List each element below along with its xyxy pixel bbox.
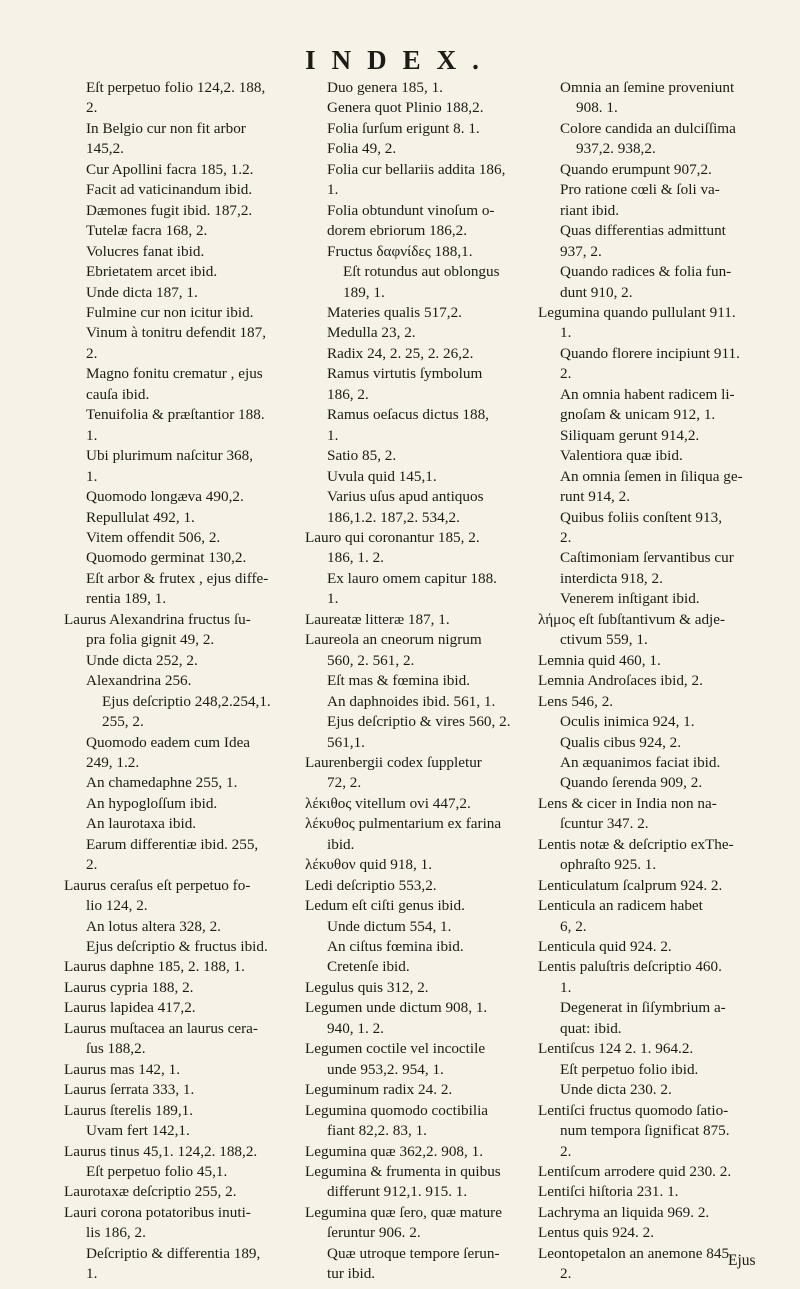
- index-entry: λήμος eſt ſubſtantivum & adje-: [538, 610, 726, 628]
- index-entry: Lentiſci hiſtoria 231. 1.: [538, 1183, 679, 1201]
- index-entry: Quando ſerenda 909, 2.: [560, 774, 703, 792]
- index-entry: Legumina quæ ſero, quæ mature: [305, 1203, 502, 1221]
- index-entry: Facit ad vaticinandum ibid.: [86, 181, 253, 199]
- index-entry: An omnia ſemen in ſiliqua ge-: [560, 467, 743, 485]
- index-entry: Folia 49, 2.: [327, 140, 397, 158]
- index-entry: Satio 85, 2.: [327, 447, 397, 465]
- index-entry: Ramus oeſacus dictus 188,: [327, 406, 489, 424]
- index-entry: cauſa ibid.: [86, 385, 150, 403]
- index-entry: Tutelæ facra 168, 2.: [86, 222, 208, 240]
- index-entry: 561,1.: [327, 733, 365, 751]
- index-entry: ſcuntur 347. 2.: [560, 815, 649, 833]
- index-entry: Fulmine cur non icitur ibid.: [86, 303, 254, 321]
- index-entry: lis 186, 2.: [86, 1224, 146, 1242]
- index-entry: Unde dicta 252, 2.: [86, 651, 198, 669]
- index-entry: 145,2.: [86, 140, 124, 158]
- index-entry: An ciſtus fœmina ibid.: [327, 938, 464, 956]
- index-entry: An daphnoides ibid. 561, 1.: [327, 692, 496, 710]
- index-entry: pra folia gignit 49, 2.: [86, 631, 215, 649]
- index-entry: 6, 2.: [560, 917, 587, 935]
- index-entry: 1.: [86, 426, 98, 444]
- index-column-1: [64, 78, 304, 1285]
- index-entry: 249, 1.2.: [86, 753, 140, 771]
- index-entry: Laurotaxæ deſcriptio 255, 2.: [64, 1183, 237, 1201]
- index-entry: interdicta 918, 2.: [560, 569, 663, 587]
- index-entry: Folia ſurſum erigunt 8. 1.: [327, 119, 480, 137]
- index-entry: Lentiſcus 124 2. 1. 964.2.: [538, 1040, 694, 1058]
- index-entry: Eſt perpetuo folio 124,2. 188,: [86, 79, 266, 96]
- index-entry: 2.: [560, 365, 572, 383]
- index-entry: Legumina quando pullulant 911.: [538, 303, 736, 321]
- index-entry: Ubi plurimum naſcitur 368,: [86, 447, 254, 465]
- index-entry: Vinum à tonitru defendit 187,: [86, 324, 267, 342]
- index-entry: Folia cur bellariis addita 186,: [327, 160, 506, 178]
- index-entry: 1.: [86, 467, 98, 485]
- index-entry: Ejus deſcriptio 248,2.254,1.: [102, 692, 271, 710]
- index-entry: Legumen unde dictum 908, 1.: [305, 999, 488, 1017]
- index-entry: Quando erumpunt 907,2.: [560, 160, 712, 178]
- index-entry: Degenerat in ſiſymbrium a-: [560, 999, 726, 1017]
- index-entry: Eſt mas & fœmina ibid.: [327, 672, 470, 690]
- index-entry: Laureatæ litteræ 187, 1.: [305, 610, 450, 628]
- index-entry: Earum differentiæ ibid. 255,: [86, 835, 259, 853]
- index-entry: Lens 546, 2.: [538, 692, 614, 710]
- index-entry: 2.: [86, 99, 98, 117]
- index-entry: Omnia an ſemine proveniunt: [560, 79, 735, 96]
- index-entry: Valentiora quæ ibid.: [560, 447, 683, 465]
- index-entry: λέκιθος vitellum ovi 447,2.: [305, 794, 471, 812]
- index-entry: Qualis cibus 924, 2.: [560, 733, 682, 751]
- index-entry: 940, 1. 2.: [327, 1019, 384, 1037]
- index-column-3: [538, 78, 768, 1285]
- index-entry: Unde dictum 554, 1.: [327, 917, 452, 935]
- index-entry: Eſt perpetuo folio ibid.: [560, 1060, 699, 1078]
- index-entry: Lemnia Androſaces ibid, 2.: [538, 672, 703, 690]
- index-entry: dorem ebriorum 186,2.: [327, 222, 468, 240]
- index-entry: Legumina & frumenta in quibus: [305, 1163, 501, 1181]
- index-entry: Laurus ſterelis 189,1.: [64, 1101, 194, 1119]
- index-entry: Legumen coctile vel incoctile: [305, 1040, 486, 1058]
- index-entry: Laurus ceraſus eſt perpetuo fo-: [64, 876, 251, 894]
- index-entry: Legumina quomodo coctibilia: [305, 1101, 489, 1119]
- index-entry: Lenticula an radicem habet: [538, 897, 703, 915]
- index-entry: Lenticula quid 924. 2.: [538, 938, 672, 956]
- index-entry: unde 953,2. 954, 1.: [327, 1060, 444, 1078]
- index-entry: An chamedaphne 255, 1.: [86, 774, 238, 792]
- index-entry: Cretenſe ibid.: [327, 958, 410, 976]
- index-entry: Ebrietatem arcet ibid.: [86, 263, 218, 281]
- index-entry: Leontopetalon an anemone 845.: [538, 1244, 733, 1262]
- index-entry: tur ibid.: [327, 1265, 376, 1283]
- index-entry: Leguminum radix 24. 2.: [305, 1081, 453, 1099]
- index-entry: rentia 189, 1.: [86, 590, 167, 608]
- index-entry: Unde dicta 187, 1.: [86, 283, 198, 301]
- index-entry: Colore candida an dulciſſima: [560, 119, 736, 137]
- index-entry: runt 914, 2.: [560, 488, 631, 506]
- page-title: INDEX.: [305, 45, 495, 75]
- index-entry: gnoſam & unicam 912, 1.: [560, 406, 716, 424]
- index-entry: Venerem inſtigant ibid.: [560, 590, 700, 608]
- index-entry: An hypogloſſum ibid.: [86, 794, 218, 812]
- index-entry: Fructus δαφνίδες 188,1.: [327, 242, 473, 260]
- index-entry: Materies qualis 517,2.: [327, 303, 462, 321]
- index-entry: 2.: [560, 1265, 572, 1283]
- index-entry: Ramus virtutis ſymbolum: [327, 365, 483, 383]
- index-entry: Quando florere incipiunt 911.: [560, 344, 740, 362]
- index-entry: 937,2. 938,2.: [576, 140, 656, 158]
- index-entry: Unde dicta 230. 2.: [560, 1081, 672, 1099]
- index-entry: Eſt rotundus aut oblongus: [343, 263, 500, 281]
- index-entry: Ejus deſcriptio & vires 560, 2.: [327, 713, 511, 731]
- index-entry: Lauri corona potatoribus inuti-: [64, 1203, 251, 1221]
- index-entry: Lentis notæ & deſcriptio exThe-: [538, 835, 734, 853]
- index-entry: differunt 912,1. 915. 1.: [327, 1183, 468, 1201]
- index-entry: Laurus ſerrata 333, 1.: [64, 1081, 195, 1099]
- index-entry: In Belgio cur non fit arbor: [86, 119, 246, 137]
- index-entry: Quando radices & folia fun-: [560, 263, 732, 281]
- index-entry: Quomodo germinat 130,2.: [86, 549, 247, 567]
- index-entry: dunt 910, 2.: [560, 283, 633, 301]
- index-entry: Legulus quis 312, 2.: [305, 978, 429, 996]
- index-entry: ſus 188,2.: [86, 1040, 146, 1058]
- index-entry: 937, 2.: [560, 242, 602, 260]
- index-entry: Siliquam gerunt 914,2.: [560, 426, 700, 444]
- index-entry: 1.: [86, 1265, 98, 1283]
- index-entry: Ledum eſt ciſti genus ibid.: [305, 897, 465, 915]
- index-entry: 2.: [86, 856, 98, 874]
- index-entry: Dæmones fugit ibid. 187,2.: [86, 201, 253, 219]
- index-entry: 560, 2. 561, 2.: [327, 651, 415, 669]
- index-entry: 186, 1. 2.: [327, 549, 384, 567]
- index-entry: Lauro qui coronantur 185, 2.: [305, 528, 480, 546]
- index-entry: Lemnia quid 460, 1.: [538, 651, 661, 669]
- index-entry: Laurus mas 142, 1.: [64, 1060, 180, 1078]
- index-entry: Ex lauro omem capitur 188.: [327, 569, 497, 587]
- catchword: Ejus: [728, 1252, 756, 1269]
- index-entry: 186,1.2. 187,2. 534,2.: [327, 508, 460, 526]
- index-entry: An omnia habent radicem li-: [560, 385, 735, 403]
- index-entry: Oculis inimica 924, 1.: [560, 713, 695, 731]
- index-entry: Lentiſci fructus quomodo ſatio-: [538, 1101, 729, 1119]
- index-entry: Eſt perpetuo folio 45,1.: [86, 1163, 228, 1181]
- index-entry: 186, 2.: [327, 385, 369, 403]
- index-entry: 2.: [86, 344, 98, 362]
- index-entry: Quomodo eadem cum Idea: [86, 733, 251, 751]
- index-entry: Lentis paluſtris deſcriptio 460.: [538, 958, 722, 976]
- index-entry: Ejus deſcriptio & fructus ibid.: [86, 938, 268, 956]
- index-entry: Quæ utroque tempore ſerun-: [327, 1244, 500, 1262]
- index-entry: An æquanimos faciat ibid.: [560, 753, 721, 771]
- index-entry: Lens & cicer in India non na-: [538, 794, 717, 812]
- index-entry: Medulla 23, 2.: [327, 324, 416, 342]
- index-entry: Laurus lapidea 417,2.: [64, 999, 196, 1017]
- index-entry: Laureola an cneorum nigrum: [305, 631, 482, 649]
- index-entry: Laurus daphne 185, 2. 188, 1.: [64, 958, 245, 976]
- index-entry: Laurus Alexandrina fructus ſu-: [64, 610, 251, 628]
- index-entry: 1.: [327, 181, 339, 199]
- index-entry: 908. 1.: [576, 99, 618, 117]
- index-entry: 2.: [560, 1142, 572, 1160]
- index-entry: 1.: [327, 426, 339, 444]
- index-entry: Quas differentias admittunt: [560, 222, 726, 240]
- index-entry: Pro ratione cœli & ſoli va-: [560, 181, 720, 199]
- index-entry: An lotus altera 328, 2.: [86, 917, 221, 935]
- index-entry: Magno fonitu crematur , ejus: [86, 365, 263, 383]
- index-entry: Legumina quæ 362,2. 908, 1.: [305, 1142, 484, 1160]
- index-entry: Genera quot Plinio 188,2.: [327, 99, 484, 117]
- index-entry: ophraſto 925. 1.: [560, 856, 657, 874]
- index-entry: Uvula quid 145,1.: [327, 467, 437, 485]
- index-entry: Tenuifolia & præſtantior 188.: [86, 406, 265, 424]
- index-entry: 1.: [327, 590, 339, 608]
- index-entry: Cur Apollini facra 185, 1.2.: [86, 160, 254, 178]
- index-entry: Lentiſcum arrodere quid 230. 2.: [538, 1163, 732, 1181]
- index-entry: 189, 1.: [343, 283, 385, 301]
- index-entry: riant ibid.: [560, 201, 620, 219]
- index-entry: Laurus muſtacea an laurus cera-: [64, 1019, 258, 1037]
- index-entry: Laurus tinus 45,1. 124,2. 188,2.: [64, 1142, 258, 1160]
- index-entry: Laurus cypria 188, 2.: [64, 978, 194, 996]
- index-entry: Deſcriptio & differentia 189,: [86, 1244, 261, 1262]
- index-entry: Alexandrina 256.: [86, 672, 192, 690]
- index-entry: Vitem offendit 506, 2.: [86, 528, 221, 546]
- index-entry: fiant 82,2. 83, 1.: [327, 1122, 427, 1140]
- index-entry: Caſtimoniam ſervantibus cur: [560, 549, 734, 567]
- index-entry: Quomodo longæva 490,2.: [86, 488, 244, 506]
- index-entry: Eſt arbor & frutex , ejus diffe-: [86, 569, 269, 587]
- index-entry: 1.: [560, 978, 572, 996]
- index-entry: Lentus quis 924. 2.: [538, 1224, 655, 1242]
- index-entry: Ledi deſcriptio 553,2.: [305, 876, 437, 894]
- index-entry: Lachryma an liquida 969. 2.: [538, 1203, 710, 1221]
- index-column-2: [305, 78, 537, 1285]
- index-entry: Duo genera 185, 1.: [327, 79, 443, 96]
- index-entry: λέκυθον quid 918, 1.: [305, 856, 433, 874]
- index-entry: ibid.: [327, 835, 355, 853]
- index-entry: Repullulat 492, 1.: [86, 508, 195, 526]
- index-entry: Volucres fanat ibid.: [86, 242, 205, 260]
- index-entry: 255, 2.: [102, 713, 144, 731]
- index-entry: Lenticulatum ſcalprum 924. 2.: [538, 876, 723, 894]
- index-entry: Folia obtundunt vinoſum o-: [327, 201, 495, 219]
- index-entry: Radix 24, 2. 25, 2. 26,2.: [327, 344, 474, 362]
- index-entry: λέκυθος pulmentarium ex farina: [305, 815, 502, 833]
- index-entry: Quibus foliis conſtent 913,: [560, 508, 722, 526]
- index-entry: Uvam fert 142,1.: [86, 1122, 190, 1140]
- index-entry: lio 124, 2.: [86, 897, 148, 915]
- index-entry: 2.: [560, 528, 572, 546]
- index-entry: 1.: [560, 324, 572, 342]
- index-entry: Varius uſus apud antiquos: [327, 488, 484, 506]
- index-entry: 72, 2.: [327, 774, 362, 792]
- index-entry: Laurenbergii codex ſuppletur: [305, 753, 482, 771]
- index-entry: ſeruntur 906. 2.: [327, 1224, 421, 1242]
- index-entry: An laurotaxa ibid.: [86, 815, 197, 833]
- index-entry: ctivum 559, 1.: [560, 631, 648, 649]
- index-entry: quat: ibid.: [560, 1019, 622, 1037]
- index-entry: num tempora ſignificat 875.: [560, 1122, 730, 1140]
